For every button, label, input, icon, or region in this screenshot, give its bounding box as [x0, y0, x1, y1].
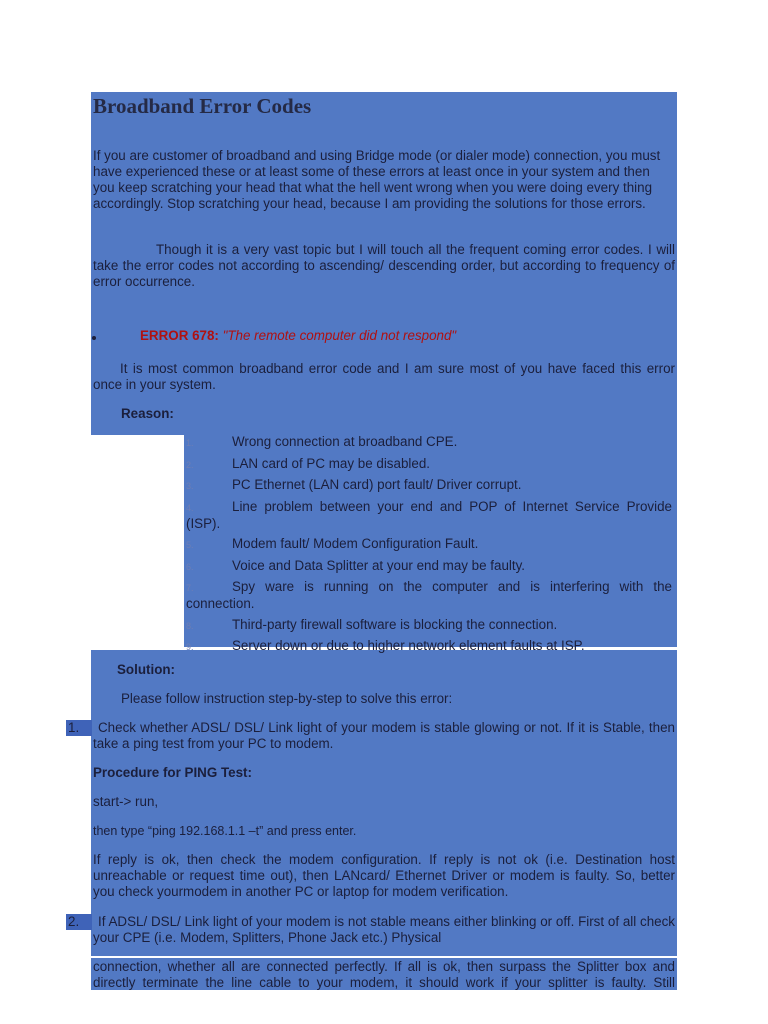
list-item: 2. LAN card of PC may be disabled. [186, 455, 430, 471]
error-description: It is most common broadband error code and I am sure most of you have faced this error once in your system. [93, 361, 675, 392]
list-item: 4. Line problem between your end and POP of Internet Service Provide (ISP). [186, 498, 672, 531]
error-code-label: ERROR 678: [140, 328, 219, 343]
solution-heading: Solution: [117, 662, 176, 677]
ping-result: If reply is ok, then check the modem configuration. If reply is not ok (i.e. Destination host unreachable or request time out), then LANcard/ Ethernet Driver or modem is faulty. So, better you check yourmodem in another PC or laptop for modem verification. [93, 852, 675, 899]
intro-paragraph-2: Though it is a very vast topic but I will touch all the frequent coming error codes. I will take the error codes not according to ascending/ descending order, but according to frequency of error occurrence. [93, 242, 675, 289]
list-item: 7. Spy ware is running on the computer and is interfering with the connection. [186, 579, 672, 611]
solution-intro: Please follow instruction step-by-step to solve this error: [121, 691, 453, 706]
list-item: 9. Server down or due to higher network element faults at ISP. [186, 638, 585, 653]
list-item: 3. PC Ethernet (LAN card) port fault/ Driver corrupt. [186, 477, 522, 492]
bullet-icon [92, 336, 96, 340]
list-item: 6. Voice and Data Splitter at your end may be faulty. [186, 557, 526, 573]
step-2-continued: connection, whether all are connected perfectly. If all is ok, then surpass the Splitter box and directly terminate the line cable to your modem, it should work if your splitter is faulty. Still [93, 959, 675, 990]
intro-paragraph-1: If you are customer of broadband and using Bridge mode (or dialer mode) connection, you must have experienced these or at least some of these errors at least once in your system and then you keep scratching your head that what the hell went wrong when you were doing every thing accordingly. Stop scratching your head, because I am providing the solutions for those errors. [93, 148, 661, 211]
ping-line-1: start-> run, [93, 794, 159, 809]
error-heading [140, 328, 675, 344]
step-1-text: Check whether ADSL/ DSL/ Link light of your modem is stable glowing or not. If it is Stable, then take a ping test from your PC to modem. [93, 720, 675, 751]
ping-heading: Procedure for PING Test: [93, 765, 252, 780]
step-2-text: If ADSL/ DSL/ Link light of your modem is not stable means either blinking or off. First of all check your CPE (i.e. Modem, Splitters, Phone Jack etc.) Physical [93, 914, 675, 945]
list-item: 1. Wrong connection at broadband CPE. [186, 434, 458, 449]
list-item: 8. Third-party firewall software is blocking the connection. [186, 616, 558, 632]
step-2-number: 2. [66, 914, 92, 930]
list-item: 5. Modem fault/ Modem Configuration Fault. [186, 536, 479, 551]
reason-heading: Reason: [121, 406, 174, 421]
error-message: "The remote computer did not respond" [222, 328, 457, 343]
step-1-number: 1. [66, 720, 92, 736]
reasons-list [186, 434, 672, 660]
ping-line-2: then type “ping 192.168.1.1 –t” and press enter. [93, 824, 357, 838]
page-title: Broadband Error Codes [93, 94, 312, 118]
